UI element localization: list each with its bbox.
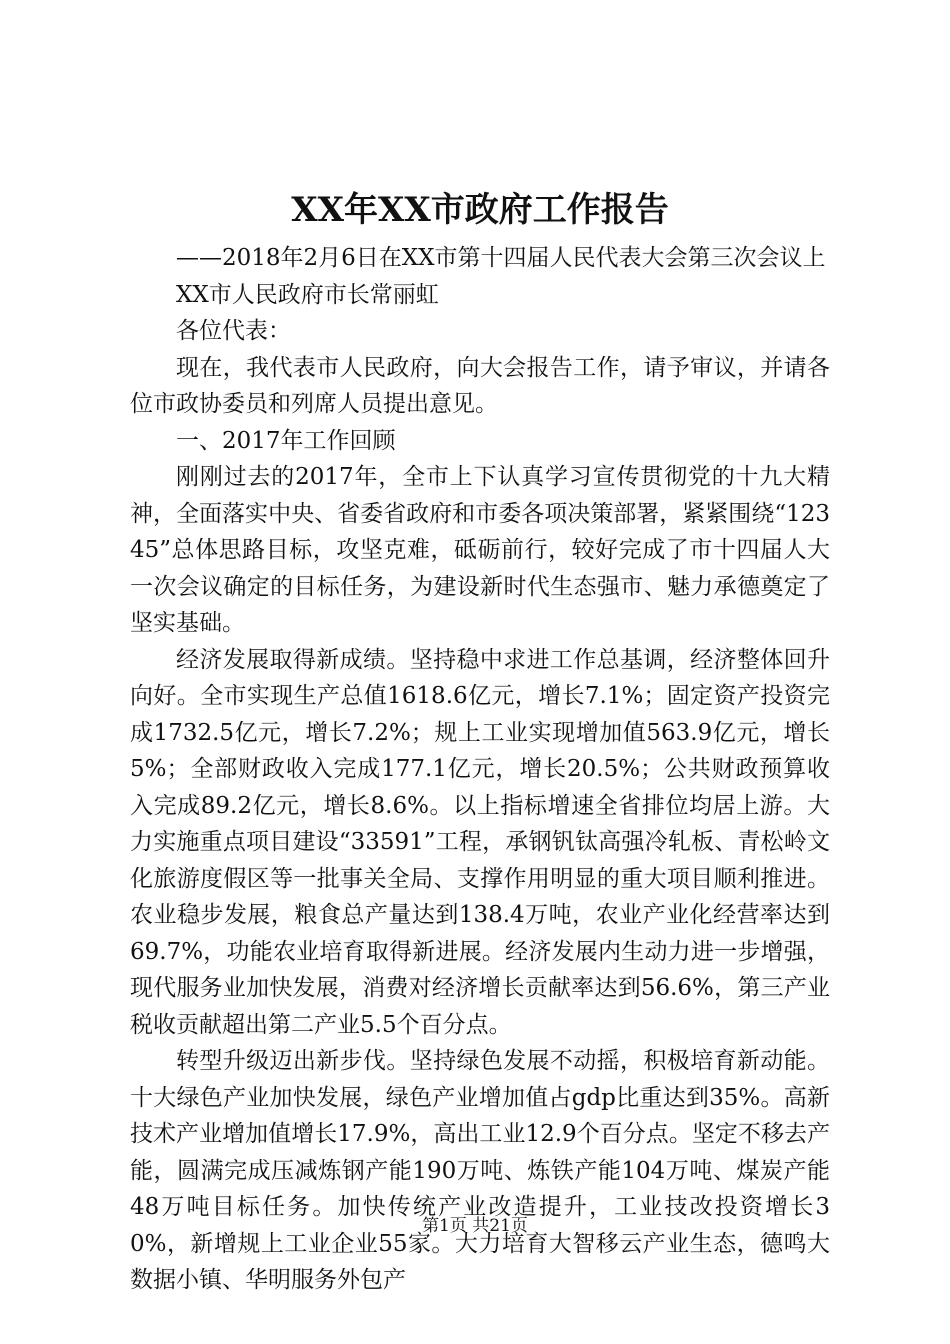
body-paragraph: 转型升级迈出新步伐。坚持绿色发展不动摇，积极培育新动能。十大绿色产业加快发展，绿色产业增加值占gdp比重达到35%。高新技术产业增加值增长17.9%，高出工业12.9个百分点。坚定不移去产能，圆满完成压减炼钢产能190万吨、炼铁产能104万吨、煤炭产能48万吨目标任务。加快传统产业改造提升，工业技改投资增长30%，新增规上工业企业55家。大力培育大智移云产业生态，德鸣大数据小镇、华明服务外包产 [130,1048,830,1293]
body-paragraph: 经济发展取得新成绩。坚持稳中求进工作总基调，经济整体回升向好。全市实现生产总值1618.6亿元，增长7.1%；固定资产投资完成1732.5亿元，增长7.2%；规上工业实现增加值563.9亿元，增长5%；全部财政收入完成177.1亿元，增长20.5%；公共财政预算收入完成89.2亿元，增长8.6%。以上指标增速全省排位均居上游。大力实施重点项目建设“33591”工程，承钢钒钛高强冷轧板、青松岭文化旅游度假区等一批事关全局、支撑作用明显的重大项目顺利推进。农业稳步发展，粮食总产量达到138.4万吨，农业产业化经营率达到69.7%，功能农业培育取得新进展。经济发展内生动力进一步增强，现代服务业加快发展，消费对经济增长贡献率达到56.6%，第三产业税收贡献超出第二产业5.5个百分点。 [130,646,830,1038]
salutation: 各位代表： [176,318,291,344]
section-heading: 一、2017年工作回顾 [176,427,396,454]
page-number-footer: 第1页 共21页 [422,1216,528,1236]
document-title: XX年XX市政府工作报告 [291,190,669,230]
body-paragraph: 刚刚过去的2017年，全市上下认真学习宣传贯彻党的十九大精神，全面落实中央、省委省政府和市委各项决策部署，紧紧围绕“12345”总体思路目标，攻坚克难，砥砺前行，较好完成了市十四届人大一次会议确定的目标任务，为建设新时代生态强市、魅力承德奠定了坚实基础。 [130,464,830,636]
subtitle-paragraph: ——2018年2月6日在XX市第十四届人民代表大会第三次会议上 [176,245,826,271]
document-page [130,180,830,1299]
speaker-line: XX市人民政府市长常丽虹 [176,281,439,308]
intro-paragraph: 现在，我代表市人民政府，向大会报告工作，请予审议，并请各位市政协委员和列席人员提出意见。 [130,354,830,417]
